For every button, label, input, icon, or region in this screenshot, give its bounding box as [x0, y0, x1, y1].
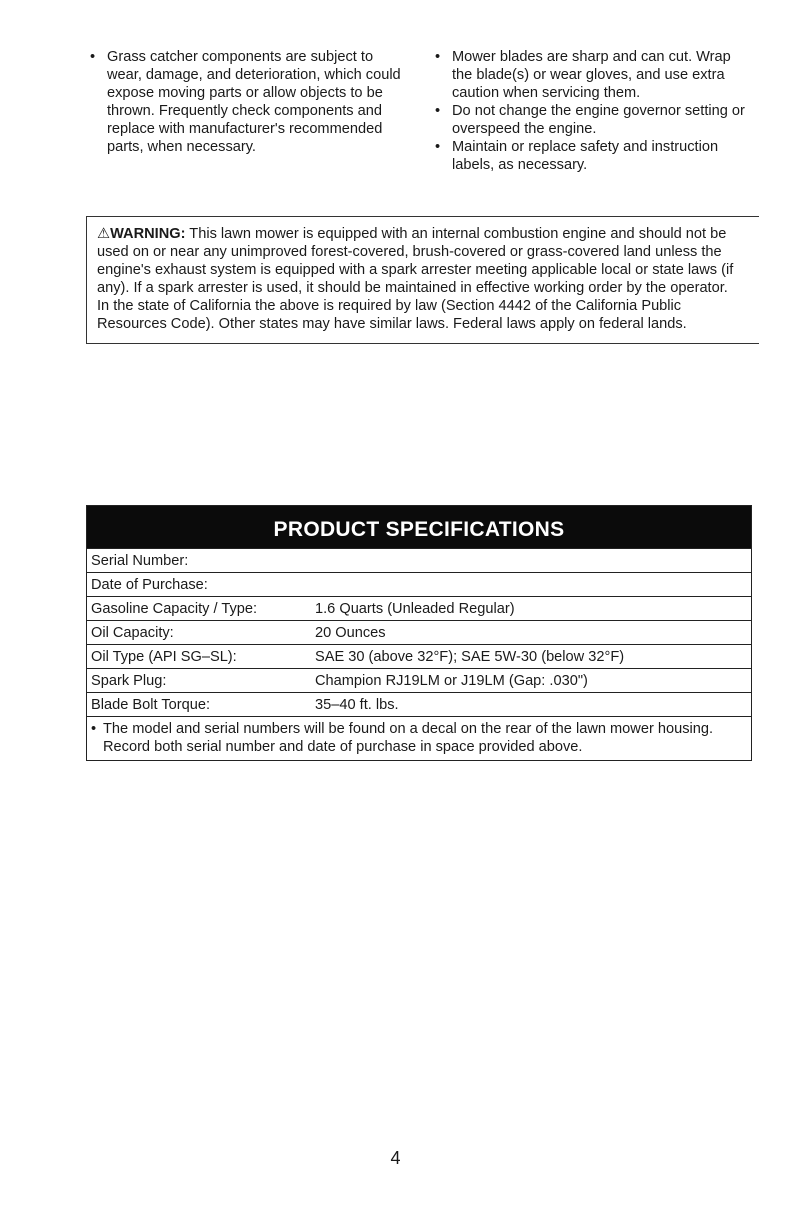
spec-label: Oil Capacity: — [91, 624, 174, 641]
bullet-icon: • — [435, 49, 441, 65]
left-bullet-list — [90, 48, 405, 156]
spec-value: 20 Ounces — [315, 624, 386, 641]
spec-value: Champion RJ19LM or J19LM (Gap: .030") — [315, 672, 588, 689]
warning-heading: WARNING: — [110, 226, 186, 242]
product-specifications-table — [86, 505, 752, 761]
specifications-title: PRODUCT SPECIFICATIONS — [273, 518, 565, 541]
spec-label: Blade Bolt Torque: — [91, 696, 210, 713]
bullet-text: Grass catcher components are subject to wear, damage, and deterioration, which could expose moving parts or allow objects to be thrown. Frequently check components and replace with manufacturer's recommended parts, when necessary. — [107, 49, 401, 155]
spec-row-serial-number — [87, 549, 751, 573]
spec-label: Spark Plug: — [91, 672, 167, 689]
bullet-icon: • — [435, 139, 441, 155]
spec-value: 35–40 ft. lbs. — [315, 696, 399, 713]
left-column — [90, 48, 405, 156]
spec-row-spark-plug — [87, 669, 751, 693]
note-text: The model and serial numbers will be found on a decal on the rear of the lawn mower housing. Record both serial number and date of purchase in space provided above. — [103, 721, 714, 755]
warning-paragraph — [97, 225, 749, 297]
specifications-header — [87, 506, 751, 549]
spec-row-date-of-purchase — [87, 573, 751, 597]
spec-value: SAE 30 (above 32°F); SAE 5W-30 (below 32°F) — [315, 648, 625, 665]
right-column — [435, 48, 755, 174]
bullet-text: Mower blades are sharp and can cut. Wrap the blade(s) or wear gloves, and use extra caution when servicing them. — [452, 49, 731, 101]
spec-label: Serial Number: — [91, 552, 189, 569]
warning-paragraph-california: In the state of California the above is required by law (Section 4442 of the California Public Resources Code). Other states may have similar laws. Federal laws apply on federal lands. — [97, 298, 687, 332]
page-number: 4 — [390, 1148, 401, 1168]
bullet-item — [435, 102, 755, 138]
bullet-icon: • — [91, 721, 97, 737]
spec-row-oil-capacity — [87, 621, 751, 645]
bullet-text: Do not change the engine governor setting or overspeed the engine. — [452, 103, 745, 137]
bullet-item — [90, 48, 405, 156]
spec-label: Oil Type (API SG–SL): — [91, 648, 237, 665]
spec-label: Gasoline Capacity / Type: — [91, 600, 258, 617]
right-bullet-list — [435, 48, 755, 174]
spec-row-blade-bolt-torque — [87, 693, 751, 717]
spec-row-oil-type — [87, 645, 751, 669]
warning-text: This lawn mower is equipped with an internal combustion engine and should not be used on or near any unimproved forest-covered, brush-covered or grass-covered land unless the engine's exhaust system is equipped with a spark arrester meeting applicable local or state laws (if any). If a spark arrester is used, it should be maintained in effective working order by the operator. — [97, 226, 734, 296]
warning-icon: ⚠ — [97, 226, 111, 242]
bullet-icon: • — [90, 49, 96, 65]
specifications-note — [87, 717, 751, 760]
bullet-item — [435, 48, 755, 102]
spec-value: 1.6 Quarts (Unleaded Regular) — [315, 600, 515, 617]
bullet-text: Maintain or replace safety and instruction labels, as necessary. — [452, 139, 719, 173]
spec-row-gasoline-capacity — [87, 597, 751, 621]
bullet-icon: • — [435, 103, 441, 119]
warning-box — [86, 216, 759, 344]
bullet-item — [435, 138, 755, 174]
spec-label: Date of Purchase: — [91, 576, 208, 593]
